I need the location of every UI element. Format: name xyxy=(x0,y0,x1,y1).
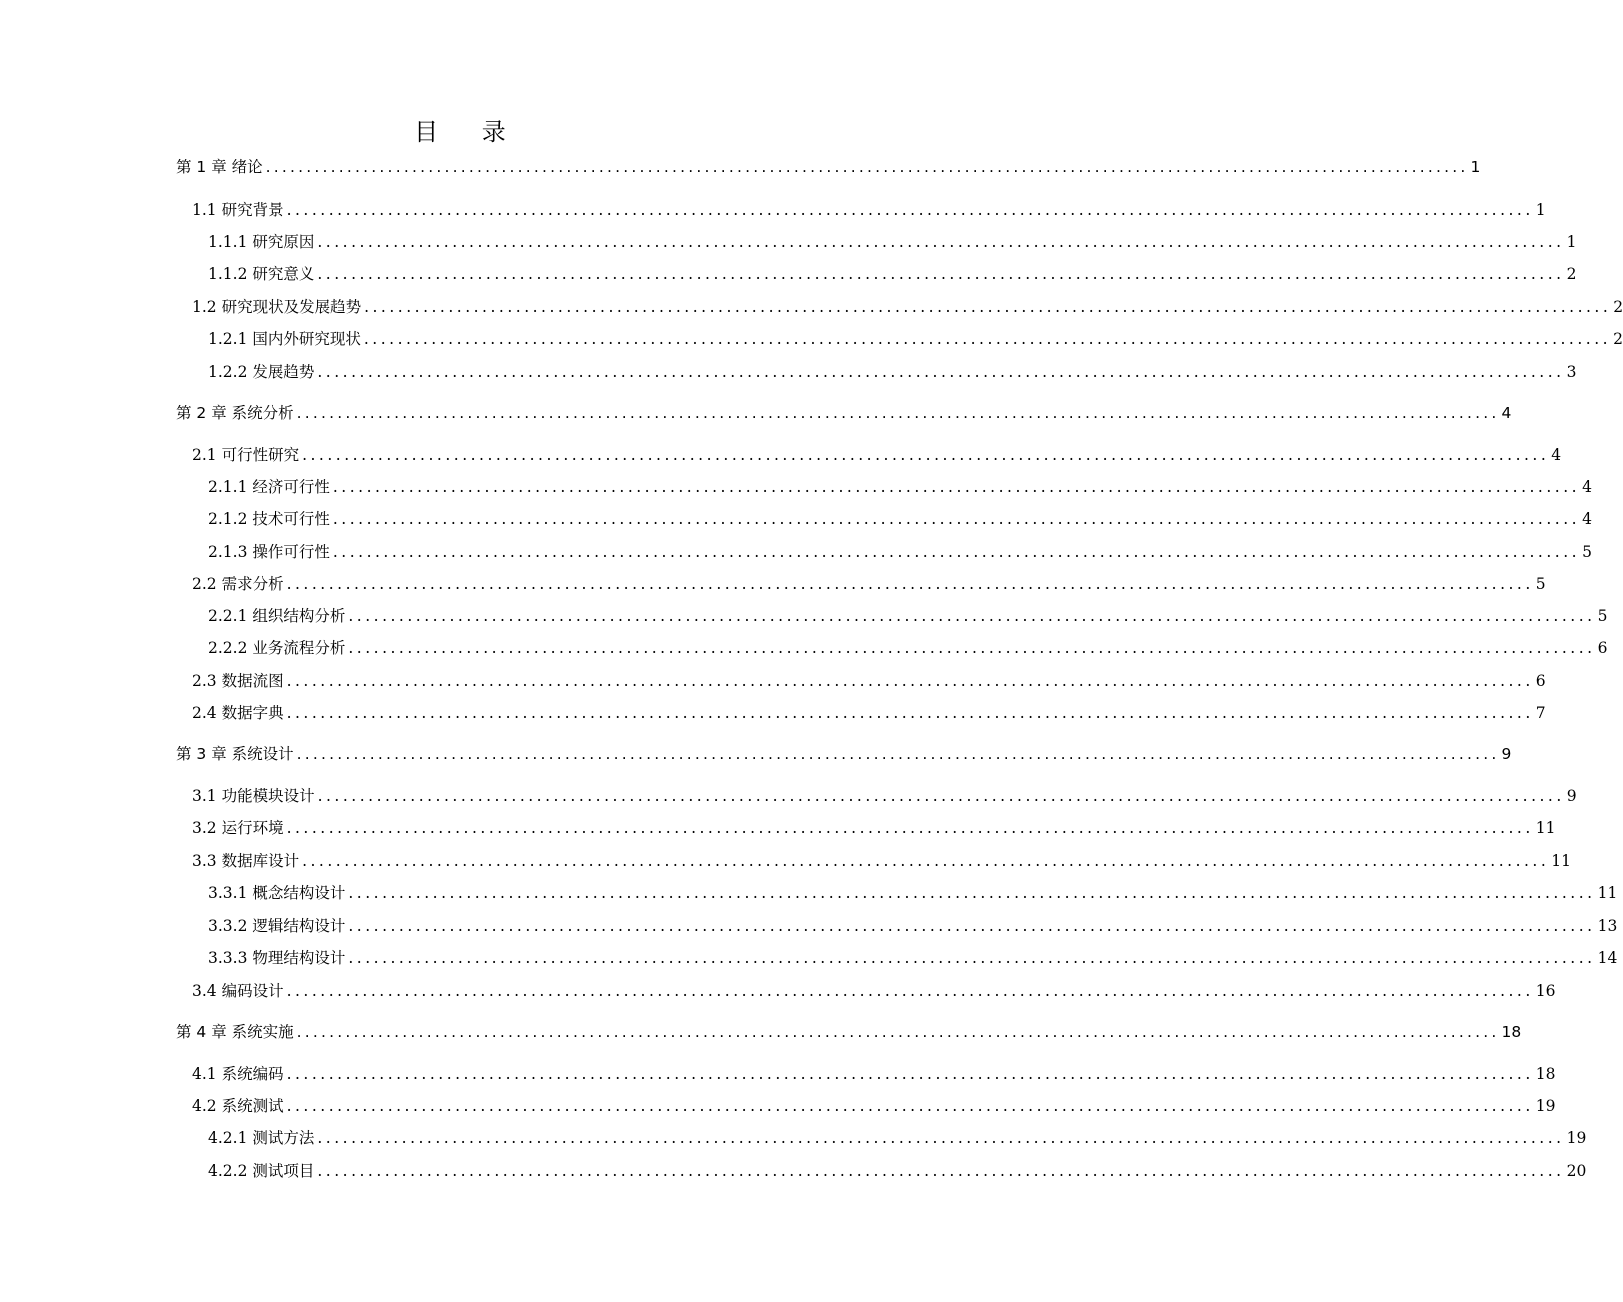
toc-dot-leader: .................................................................................................................................................... xyxy=(348,917,1596,935)
toc-dot-leader: .................................................................................................................................................... xyxy=(317,233,1565,251)
toc-page-number: 14 xyxy=(1597,949,1618,967)
toc-page-number: 16 xyxy=(1535,982,1556,1000)
toc-entry-level-3[interactable] xyxy=(208,915,1618,937)
toc-dot-leader: .................................................................................................................................................... xyxy=(348,884,1596,902)
page-title: 目 录 xyxy=(414,118,524,146)
toc-entry-label: 3.4 编码设计 xyxy=(192,982,284,1000)
toc-dot-leader: .................................................................................................................................................... xyxy=(286,704,1534,722)
toc-entry-label: 第 1 章 绪论 xyxy=(176,158,263,176)
toc-dot-leader: .................................................................................................................................................... xyxy=(317,363,1565,381)
toc-entry-level-2[interactable] xyxy=(192,817,1556,839)
toc-dot-leader: .................................................................................................................................................... xyxy=(348,607,1596,625)
toc-page-number: 2 xyxy=(1613,298,1623,316)
toc-entry-level-1[interactable] xyxy=(176,402,1512,424)
toc-entry-label: 2.1.2 技术可行性 xyxy=(208,510,330,528)
toc-page-number: 4 xyxy=(1551,446,1562,464)
toc-entry-label: 4.1 系统编码 xyxy=(192,1065,284,1083)
toc-dot-leader: .................................................................................................................................................... xyxy=(332,510,1581,528)
toc-dot-leader: .................................................................................................................................................... xyxy=(317,265,1565,283)
toc-entry-level-1[interactable] xyxy=(176,743,1512,765)
toc-page-number: 5 xyxy=(1582,543,1592,561)
toc-entry-level-2[interactable] xyxy=(192,296,1623,318)
toc-entry-label: 4.2.2 测试项目 xyxy=(208,1162,315,1180)
toc-entry-level-2[interactable] xyxy=(192,980,1556,1002)
toc-entry-level-3[interactable] xyxy=(208,231,1577,253)
toc-entry-level-2[interactable] xyxy=(192,850,1572,872)
toc-entry-label: 2.1 可行性研究 xyxy=(192,446,300,464)
toc-entry-label: 2.4 数据字典 xyxy=(192,704,284,722)
toc-page-number: 11 xyxy=(1551,852,1572,870)
toc-entry-label: 3.3 数据库设计 xyxy=(192,852,300,870)
toc-page-number: 4 xyxy=(1582,510,1592,528)
toc-page-number: 13 xyxy=(1597,917,1618,935)
toc-entry-label: 1.2.2 发展趋势 xyxy=(208,363,315,381)
toc-page-number: 18 xyxy=(1501,1023,1522,1041)
toc-page-number: 3 xyxy=(1566,363,1577,381)
toc-entry-level-2[interactable] xyxy=(192,199,1546,221)
toc-dot-leader: .................................................................................................................................................... xyxy=(364,298,1612,316)
toc-entry-level-2[interactable] xyxy=(192,1095,1556,1117)
toc-page-number: 2 xyxy=(1613,330,1623,348)
toc-entry-label: 2.2.2 业务流程分析 xyxy=(208,639,346,657)
toc-entry-level-3[interactable] xyxy=(208,1160,1587,1182)
toc-page-number: 1 xyxy=(1470,158,1481,176)
toc-page-number: 18 xyxy=(1535,1065,1556,1083)
toc-entry-label: 2.3 数据流图 xyxy=(192,672,284,690)
toc-dot-leader: .................................................................................................................................................... xyxy=(286,201,1534,219)
toc-entry-label: 1.1 研究背景 xyxy=(192,201,284,219)
toc-page-number: 5 xyxy=(1597,607,1608,625)
toc-entry-label: 4.2 系统测试 xyxy=(192,1097,284,1115)
toc-page-number: 9 xyxy=(1566,787,1577,805)
toc-dot-leader: .................................................................................................................................................... xyxy=(286,819,1534,837)
toc-page-number: 4 xyxy=(1582,478,1592,496)
toc-dot-leader: .................................................................................................................................................... xyxy=(286,575,1534,593)
toc-page-number: 11 xyxy=(1597,884,1618,902)
toc-entry-label: 2.1.1 经济可行性 xyxy=(208,478,330,496)
toc-dot-leader: .................................................................................................................................................... xyxy=(302,852,1550,870)
toc-dot-leader: .................................................................................................................................................... xyxy=(332,543,1581,561)
toc-entry-level-3[interactable] xyxy=(208,476,1592,498)
toc-dot-leader: .................................................................................................................................................... xyxy=(296,404,1500,422)
toc-entry-label: 2.2 需求分析 xyxy=(192,575,284,593)
toc-entry-label: 3.3.2 逻辑结构设计 xyxy=(208,917,346,935)
toc-dot-leader: .................................................................................................................................................... xyxy=(286,982,1534,1000)
toc-entry-level-2[interactable] xyxy=(192,444,1562,466)
toc-page-number: 19 xyxy=(1535,1097,1556,1115)
toc-entry-level-3[interactable] xyxy=(208,1127,1587,1149)
toc-entry-level-3[interactable] xyxy=(208,882,1618,904)
toc-page-number: 1 xyxy=(1535,201,1546,219)
toc-dot-leader: .................................................................................................................................................... xyxy=(296,745,1500,763)
toc-dot-leader: .................................................................................................................................................... xyxy=(302,446,1550,464)
toc-entry-label: 第 4 章 系统实施 xyxy=(176,1023,294,1041)
toc-dot-leader: .................................................................................................................................................... xyxy=(317,1162,1565,1180)
toc-entry-level-3[interactable] xyxy=(208,541,1592,563)
toc-entry-level-2[interactable] xyxy=(192,1063,1556,1085)
toc-dot-leader: .................................................................................................................................................... xyxy=(317,1129,1565,1147)
toc-entry-label: 2.2.1 组织结构分析 xyxy=(208,607,346,625)
toc-entry-label: 第 3 章 系统设计 xyxy=(176,745,294,763)
toc-page-number: 9 xyxy=(1501,745,1512,763)
toc-entry-label: 3.1 功能模块设计 xyxy=(192,787,315,805)
toc-page-number: 4 xyxy=(1501,404,1512,422)
toc-entry-label: 3.3.3 物理结构设计 xyxy=(208,949,346,967)
toc-entry-level-3[interactable] xyxy=(208,263,1577,285)
toc-entry-label: 第 2 章 系统分析 xyxy=(176,404,294,422)
toc-entry-level-3[interactable] xyxy=(208,947,1618,969)
toc-page-number: 19 xyxy=(1566,1129,1587,1147)
toc-entry-label: 1.1.2 研究意义 xyxy=(208,265,315,283)
toc-page-number: 5 xyxy=(1535,575,1546,593)
toc-dot-leader: .................................................................................................................................................... xyxy=(332,478,1581,496)
toc-dot-leader: .................................................................................................................................................... xyxy=(296,1023,1500,1041)
toc-dot-leader: .................................................................................................................................................... xyxy=(363,330,1612,348)
toc-dot-leader: .................................................................................................................................................... xyxy=(265,158,1469,176)
toc-entry-level-1[interactable] xyxy=(176,1021,1522,1043)
toc-page-number: 2 xyxy=(1566,265,1577,283)
toc-dot-leader: .................................................................................................................................................... xyxy=(348,639,1596,657)
toc-entry-level-3[interactable] xyxy=(208,361,1577,383)
toc-page-number: 6 xyxy=(1535,672,1546,690)
toc-entry-level-2[interactable] xyxy=(192,670,1546,692)
toc-entry-level-3[interactable] xyxy=(208,637,1608,659)
toc-entry-level-3[interactable] xyxy=(208,328,1623,350)
toc-page-number: 1 xyxy=(1566,233,1577,251)
toc-entry-label: 4.2.1 测试方法 xyxy=(208,1129,315,1147)
toc-entry-level-2[interactable] xyxy=(192,573,1546,595)
toc-entry-level-2[interactable] xyxy=(192,785,1577,807)
toc-page-number: 20 xyxy=(1566,1162,1587,1180)
toc-page-number: 11 xyxy=(1535,819,1556,837)
toc-entry-label: 3.3.1 概念结构设计 xyxy=(208,884,346,902)
toc-entry-label: 2.1.3 操作可行性 xyxy=(208,543,330,561)
toc-dot-leader: .................................................................................................................................................... xyxy=(286,1065,1534,1083)
toc-entry-label: 1.1.1 研究原因 xyxy=(208,233,315,251)
toc-entry-label: 1.2 研究现状及发展趋势 xyxy=(192,298,362,316)
toc-entry-level-3[interactable] xyxy=(208,508,1592,530)
toc-entry-level-3[interactable] xyxy=(208,605,1608,627)
toc-dot-leader: .................................................................................................................................................... xyxy=(286,672,1534,690)
toc-dot-leader: .................................................................................................................................................... xyxy=(317,787,1565,805)
toc-entry-label: 1.2.1 国内外研究现状 xyxy=(208,330,361,348)
toc-entry-level-1[interactable] xyxy=(176,156,1481,178)
toc-dot-leader: .................................................................................................................................................... xyxy=(286,1097,1534,1115)
toc-dot-leader: .................................................................................................................................................... xyxy=(348,949,1596,967)
toc-page-number: 7 xyxy=(1535,704,1546,722)
toc-entry-label: 3.2 运行环境 xyxy=(192,819,284,837)
toc-page-number: 6 xyxy=(1597,639,1608,657)
toc-entry-level-2[interactable] xyxy=(192,702,1546,724)
